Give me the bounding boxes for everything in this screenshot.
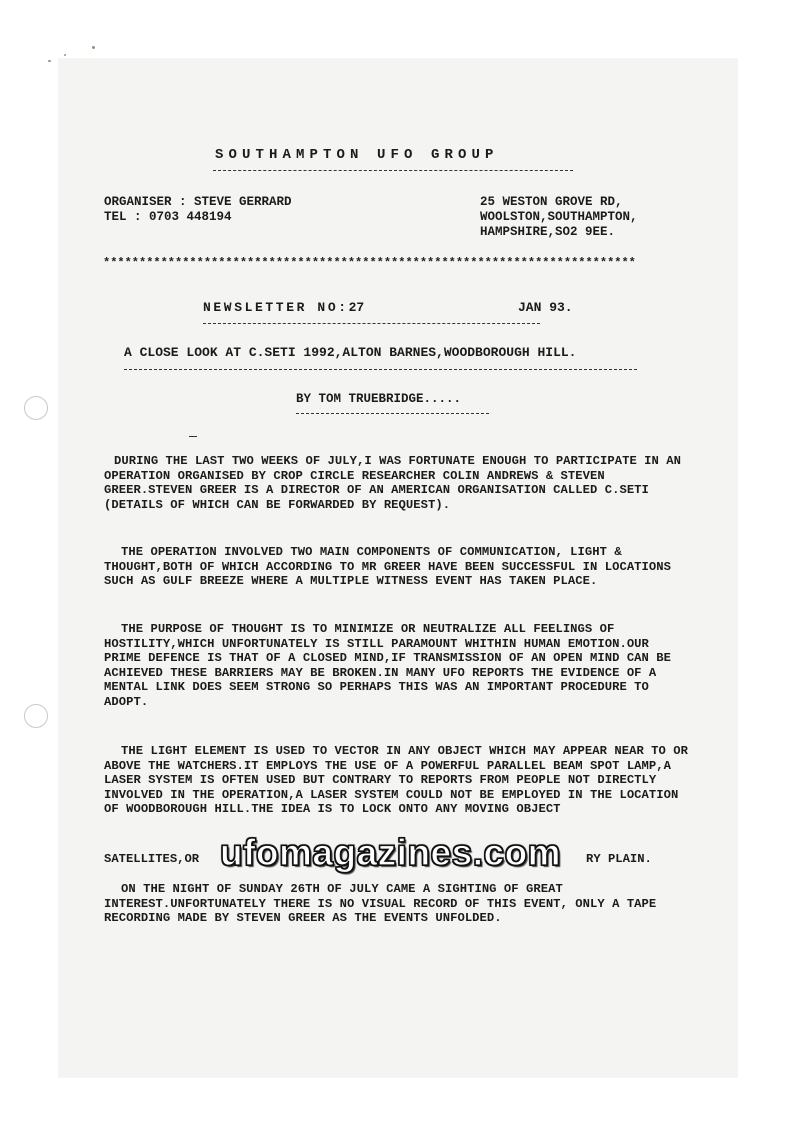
newsletter-label-group [203, 300, 364, 315]
star-divider: ************************************************************************** [103, 256, 636, 270]
paragraph-4: THE LIGHT ELEMENT IS USED TO VECTOR IN ANY OBJECT WHICH MAY APPEAR NEAR TO OR ABOVE THE WATCHERS.IT EMPLOYS THE USE OF A POWERFUL PARALLEL BEAM SPOT LAMP,A LASER SYSTEM IS OFTEN USED BUT CONTRARY TO REPORTS FROM PEOPLE NOT DIRECTLY INVOLVED IN THE OPERATION,A LASER SYSTEM COULD NOT BE EMPLOYED IN THE LOCATION OF WOODBOROUGH HILL.THE IDEA IS TO LOCK ONTO ANY MOVING OBJECT [104, 744, 689, 817]
newsletter-number: 27 [348, 300, 365, 315]
punch-hole-top [24, 396, 48, 420]
newsletter-label: NEWSLETTER NO: [203, 300, 349, 315]
address-line-1: 25 WESTON GROVE RD, [480, 195, 623, 209]
organiser-line: ORGANISER : STEVE GERRARD [104, 195, 292, 209]
address-line-2: WOOLSTON,SOUTHAMPTON, [480, 210, 638, 224]
telephone-line: TEL : 0703 448194 [104, 210, 232, 224]
paper-speck [48, 60, 51, 62]
paragraph-2: THE OPERATION INVOLVED TWO MAIN COMPONENTS OF COMMUNICATION, LIGHT & THOUGHT,BOTH OF WHICH ACCORDING TO MR GREER HAVE BEEN SUCCESSFUL IN LOCATIONS SUCH AS GULF BREEZE WHERE A MULTIPLE WITNESS EVENT HAS TAKEN PLACE. [104, 545, 672, 589]
paragraph-4-fragment-right: RY PLAIN. [586, 852, 652, 866]
group-title: SOUTHAMPTON UFO GROUP [215, 147, 499, 163]
newsletter-underline [203, 323, 540, 324]
paragraph-3: THE PURPOSE OF THOUGHT IS TO MINIMIZE OR NEUTRALIZE ALL FEELINGS OF HOSTILITY,WHICH UNFORTUNATELY IS STILL PARAMOUNT WHITHIN HUMAN EMOTION.OUR PRIME DEFENCE IS THAT OF A CLOSED MIND,IF TRANSMISSION OF AN OPEN MIND CAN BE ACHIEVED THESE BARRIERS MAY BE BROKEN.IN MANY UFO REPORTS THE EVIDENCE OF A MENTAL LINK DOES SEEM STRONG SO PERHAPS THIS WAS AN IMPORTANT PROCEDURE TO ADOPT. [104, 622, 672, 709]
paragraph-4-fragment-left: SATELLITES,OR [104, 852, 200, 866]
paragraph-5: ON THE NIGHT OF SUNDAY 26TH OF JULY CAME A SIGHTING OF GREAT INTEREST.UNFORTUNATELY THERE IS NO VISUAL RECORD OF THIS EVENT, ONLY A TAPE RECORDING MADE BY STEVEN GREER AS THE EVENTS UNFOLDED. [104, 882, 657, 926]
newsletter-date: JAN 93. [518, 300, 573, 315]
stray-mark [189, 436, 197, 437]
paragraph-1: DURING THE LAST TWO WEEKS OF JULY,I WAS FORTUNATE ENOUGH TO PARTICIPATE IN AN OPERATION ORGANISED BY CROP CIRCLE RESEARCHER COLIN ANDREWS & STEVEN GREER.STEVEN GREER IS A DIRECTOR OF AN AMERICAN ORGANISATION CALLED C.SETI (DETAILS OF WHICH CAN BE FORWARDED BY REQUEST). [104, 454, 682, 512]
paper-speck [92, 46, 95, 49]
title-underline [213, 170, 573, 171]
article-headline: A CLOSE LOOK AT C.SETI 1992,ALTON BARNES,WOODBOROUGH HILL. [124, 345, 577, 360]
watermark-logo: ufomagazines.com [220, 832, 562, 873]
headline-underline [124, 369, 637, 370]
punch-hole-bottom [24, 704, 48, 728]
paper-speck [64, 54, 66, 56]
byline-underline [296, 413, 489, 414]
article-byline: BY TOM TRUEBRIDGE..... [296, 392, 462, 406]
address-line-3: HAMPSHIRE,SO2 9EE. [480, 225, 616, 239]
